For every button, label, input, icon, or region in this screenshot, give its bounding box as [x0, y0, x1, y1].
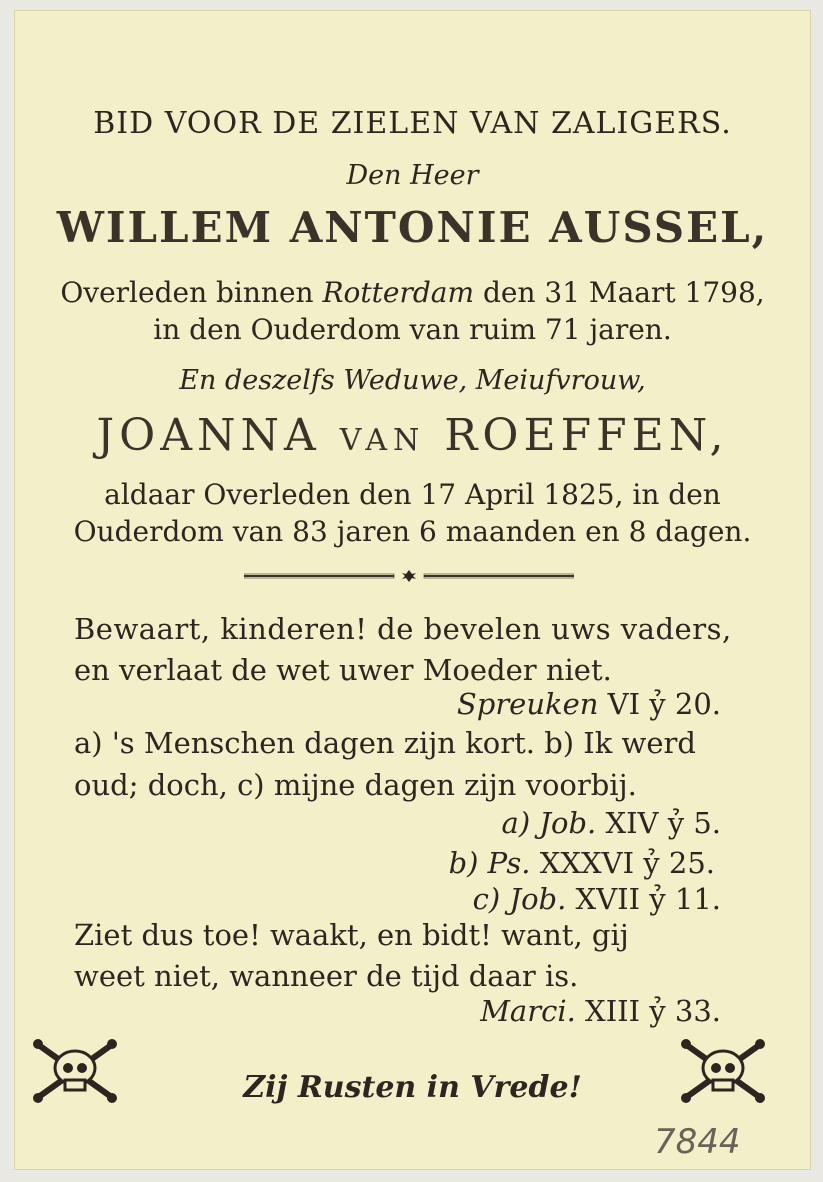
- verse-line-3: a) 's Menschen dagen zijn kort. b) Ik werd: [74, 726, 696, 760]
- memorial-card: [14, 10, 811, 1170]
- reference-4: [473, 882, 721, 916]
- reference-3-ref: XXXVI ỷ 25.: [530, 846, 715, 880]
- card-heading: BID VOOR DE ZIELEN VAN ZALIGERS.: [93, 106, 732, 141]
- verse-line-1: Bewaart, kinderen! de bevelen uws vaders,: [74, 612, 732, 646]
- reference-1-book: Spreuken: [456, 687, 599, 721]
- age-line-1: in den Ouderdom van ruim 71 jaren.: [153, 313, 672, 346]
- skull-crossbones-icon: [680, 1038, 766, 1104]
- death-city: Rotterdam: [322, 276, 475, 309]
- reference-2: [502, 806, 721, 840]
- name2-van: VAN: [339, 423, 426, 458]
- death-line-1-b: den 31 Maart 1798,: [474, 276, 765, 309]
- reference-2-ref: XIV ỷ 5.: [596, 806, 721, 840]
- rest-in-peace: Zij Rusten in Vrede!: [243, 1070, 582, 1105]
- verse-line-2: en verlaat de wet uwer Moeder niet.: [74, 653, 612, 687]
- name2-last: ROEFFEN,: [425, 410, 729, 461]
- deceased-name-1: WILLEM ANTONIE AUSSEL,: [56, 203, 769, 252]
- reference-5-book: Marci.: [480, 994, 576, 1028]
- reference-2-book: a) Job.: [501, 806, 597, 840]
- reference-4-ref: XVII ỷ 11.: [566, 882, 721, 916]
- age-line-2: Ouderdom van 83 jaren 6 maanden en 8 dagen.: [73, 515, 752, 548]
- verse-line-6: weet niet, wanneer de tijd daar is.: [74, 959, 579, 993]
- death-line-1: [14, 276, 811, 309]
- den-heer-label: Den Heer: [346, 160, 479, 191]
- widow-label: En deszelfs Weduwe, Meiufvrouw,: [179, 365, 646, 396]
- reference-1-ref: VI ỷ 20.: [598, 687, 721, 721]
- death-line-1-a: Overleden binnen: [60, 276, 323, 309]
- cross-divider-icon: [244, 570, 574, 582]
- reference-5: [480, 994, 721, 1028]
- verse-line-4: oud; doch, c) mijne dagen zijn voorbij.: [74, 768, 637, 802]
- deceased-name-2: [14, 410, 811, 461]
- reference-5-ref: XIII ỷ 33.: [575, 994, 721, 1028]
- handwritten-number: 7844: [654, 1122, 741, 1162]
- verse-line-5: Ziet dus toe! waakt, en bidt! want, gij: [74, 918, 629, 952]
- name2-first: JOANNA: [96, 410, 340, 461]
- reference-1: [457, 687, 721, 721]
- reference-3-book: b) Ps.: [448, 846, 531, 880]
- death-line-2: aldaar Overleden den 17 April 1825, in den: [104, 478, 721, 511]
- reference-4-book: c) Job.: [472, 882, 567, 916]
- reference-3: [449, 846, 715, 880]
